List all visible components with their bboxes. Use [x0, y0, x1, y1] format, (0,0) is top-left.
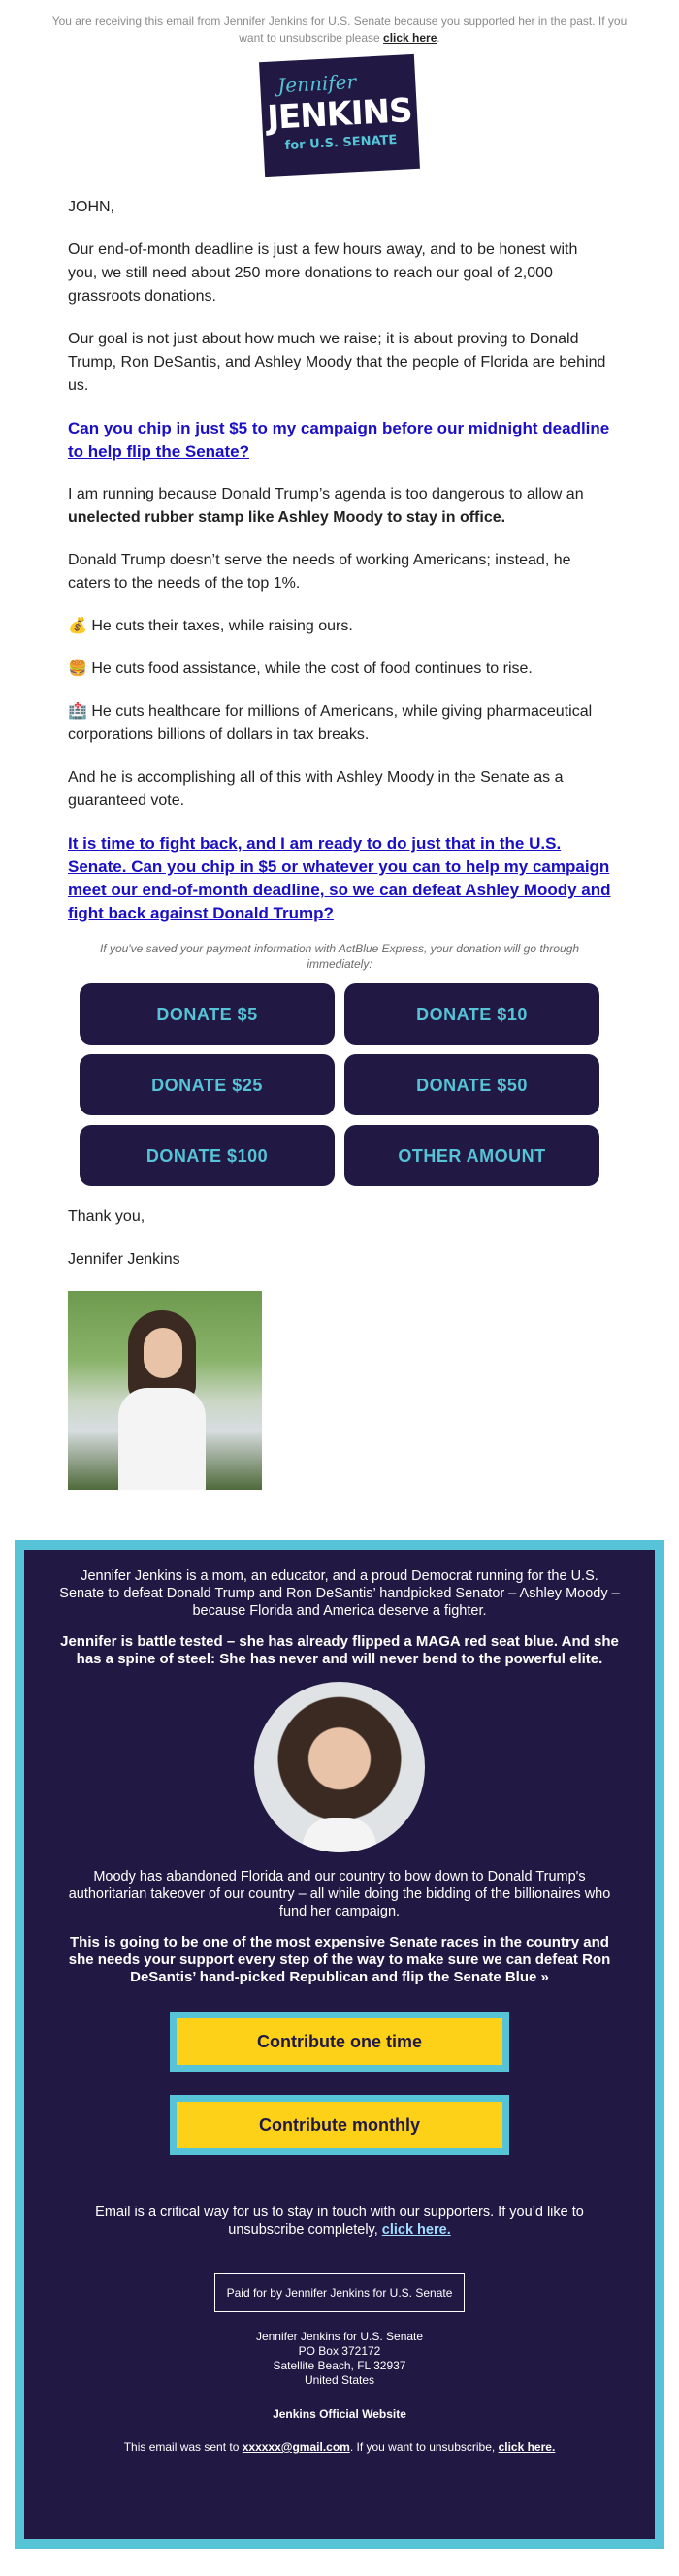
donate-100-button[interactable]: DONATE $100 [80, 1125, 335, 1186]
actblue-note: If you've saved your payment information with ActBlue Express, your donation will go through immediately: [99, 942, 580, 971]
candidate-photo [68, 1291, 262, 1490]
burger-icon: 🍔 [68, 660, 87, 677]
money-bag-icon: 💰 [68, 618, 87, 634]
running-bold-text: unelected rubber stamp like Ashley Moody to stay in office. [68, 509, 506, 526]
bullet-food [68, 658, 611, 681]
greeting: JOHN, [68, 199, 114, 215]
thank-you: Thank you, [68, 1208, 146, 1225]
donate-other-amount-button[interactable]: OTHER AMOUNT [344, 1125, 599, 1186]
sent-unsubscribe-link[interactable]: click here. [498, 2440, 556, 2454]
address-line: United States [304, 2373, 375, 2387]
recipient-email: xxxxxx@gmail.com [242, 2440, 350, 2454]
mailing-address [59, 2330, 620, 2388]
unsubscribe-text: Email is a critical way for us to stay in touch with our supporters. If you’d like to unsubscribe completely, [95, 2205, 584, 2238]
donate-5-button[interactable]: DONATE $5 [80, 983, 335, 1045]
unsubscribe-notice [48, 14, 630, 47]
footer-unsubscribe [59, 2204, 620, 2238]
footer-border [15, 1540, 664, 2549]
unsubscribe-link[interactable]: click here [383, 31, 437, 45]
hospital-icon: 🏥 [68, 703, 87, 720]
address-line: Satellite Beach, FL 32937 [273, 2359, 406, 2372]
footer [24, 1550, 655, 2539]
signoff [68, 1206, 611, 1272]
paragraph-running [68, 483, 611, 530]
logo-last-name: JENKINS [266, 91, 413, 138]
footer-bio: Jennifer Jenkins is a mom, an educator, and a proud Democrat running for the U.S. Senate to defeat Donald Trump and Ron DeSantis’ handpicked Senator – Ashley Moody – because Florida and America deserve a fighter. [59, 1568, 620, 1619]
notice-period: . [436, 31, 440, 45]
address-line: PO Box 372172 [298, 2344, 381, 2358]
footer-battle-tested: Jennifer is battle tested – she has already flipped a MAGA red seat blue. And she has a spine of steel: She has never and will never bend to the powerful elite. [60, 1633, 619, 1667]
bullet-healthcare [68, 700, 611, 747]
campaign-logo [259, 54, 420, 177]
email-body [68, 196, 611, 1490]
logo-tagline: for U.S. SENATE [284, 132, 398, 153]
official-website-link[interactable]: Jenkins Official Website [273, 2407, 406, 2421]
sent-prefix: This email was sent to [123, 2440, 242, 2454]
sent-middle: . If you want to unsubscribe, [349, 2440, 499, 2454]
sent-to-notice [59, 2438, 620, 2456]
donate-button-grid [62, 983, 617, 1186]
photo-shirt [118, 1388, 206, 1490]
contribute-monthly-button[interactable]: Contribute monthly [170, 2095, 509, 2155]
bullet-taxes [68, 615, 611, 638]
bullet-taxes-text: He cuts their taxes, while raising ours. [86, 618, 353, 634]
address-line: Jennifer Jenkins for U.S. Senate [255, 2330, 424, 2343]
contribute-one-time-button[interactable]: Contribute one time [170, 2012, 509, 2072]
fight-back-link[interactable]: It is time to fight back, and I am ready to do just that in the U.S. Senate. Can you chip in $5 or whatever you can to help my campaign meet our end-of-month deadline, so we can defeat Ashley Moody and fight back against Donald Trump? [68, 834, 611, 922]
candidate-avatar [254, 1682, 425, 1852]
footer-unsubscribe-link[interactable]: click here. [381, 2222, 451, 2238]
logo-first-name: Jennifer [276, 70, 357, 98]
paragraph-top-one-percent: Donald Trump doesn’t serve the needs of working Americans; instead, he caters to the needs of the top 1%. [68, 552, 571, 592]
chip-in-link[interactable]: Can you chip in just $5 to my campaign before our midnight deadline to help flip the Senate? [68, 419, 610, 461]
footer-expensive-race: This is going to be one of the most expensive Senate races in the country and she needs your support every step of the way to make sure we can defeat Ron DeSantis’ hand-picked Republican and flip the Senate Blue » [68, 1934, 611, 1985]
bullet-food-text: He cuts food assistance, while the cost of food continues to rise. [86, 660, 533, 677]
signature-name: Jennifer Jenkins [68, 1251, 180, 1268]
running-text: I am running because Donald Trump’s agenda is too dangerous to allow an [68, 486, 584, 502]
donate-25-button[interactable]: DONATE $25 [80, 1054, 335, 1115]
donate-50-button[interactable]: DONATE $50 [344, 1054, 599, 1115]
paragraph-goal: Our goal is not just about how much we raise; it is about proving to Donald Trump, Ron DeSantis, and Ashley Moody that the people of Florida are behind us. [68, 331, 606, 394]
avatar-shirt [303, 1818, 376, 1852]
paid-for-box: Paid for by Jennifer Jenkins for U.S. Senate [214, 2273, 466, 2312]
photo-face [144, 1328, 182, 1378]
paragraph-guaranteed-vote: And he is accomplishing all of this with Ashley Moody in the Senate as a guaranteed vote. [68, 769, 564, 809]
donate-10-button[interactable]: DONATE $10 [344, 983, 599, 1045]
bullet-healthcare-text: He cuts healthcare for millions of Americans, while giving pharmaceutical corporations billions of dollars in tax breaks. [68, 703, 593, 743]
notice-text: You are receiving this email from Jennifer Jenkins for U.S. Senate because you supported her in the past. If you want to unsubscribe please [51, 15, 628, 45]
footer-moody: Moody has abandoned Florida and our country to bow down to Donald Trump's authoritarian takeover of our country – all while doing the bidding of the billionaires who fund her campaign. [68, 1869, 611, 1919]
paragraph-deadline: Our end-of-month deadline is just a few hours away, and to be honest with you, we still need about 250 more donations to reach our goal of 2,000 grassroots donations. [68, 242, 578, 305]
